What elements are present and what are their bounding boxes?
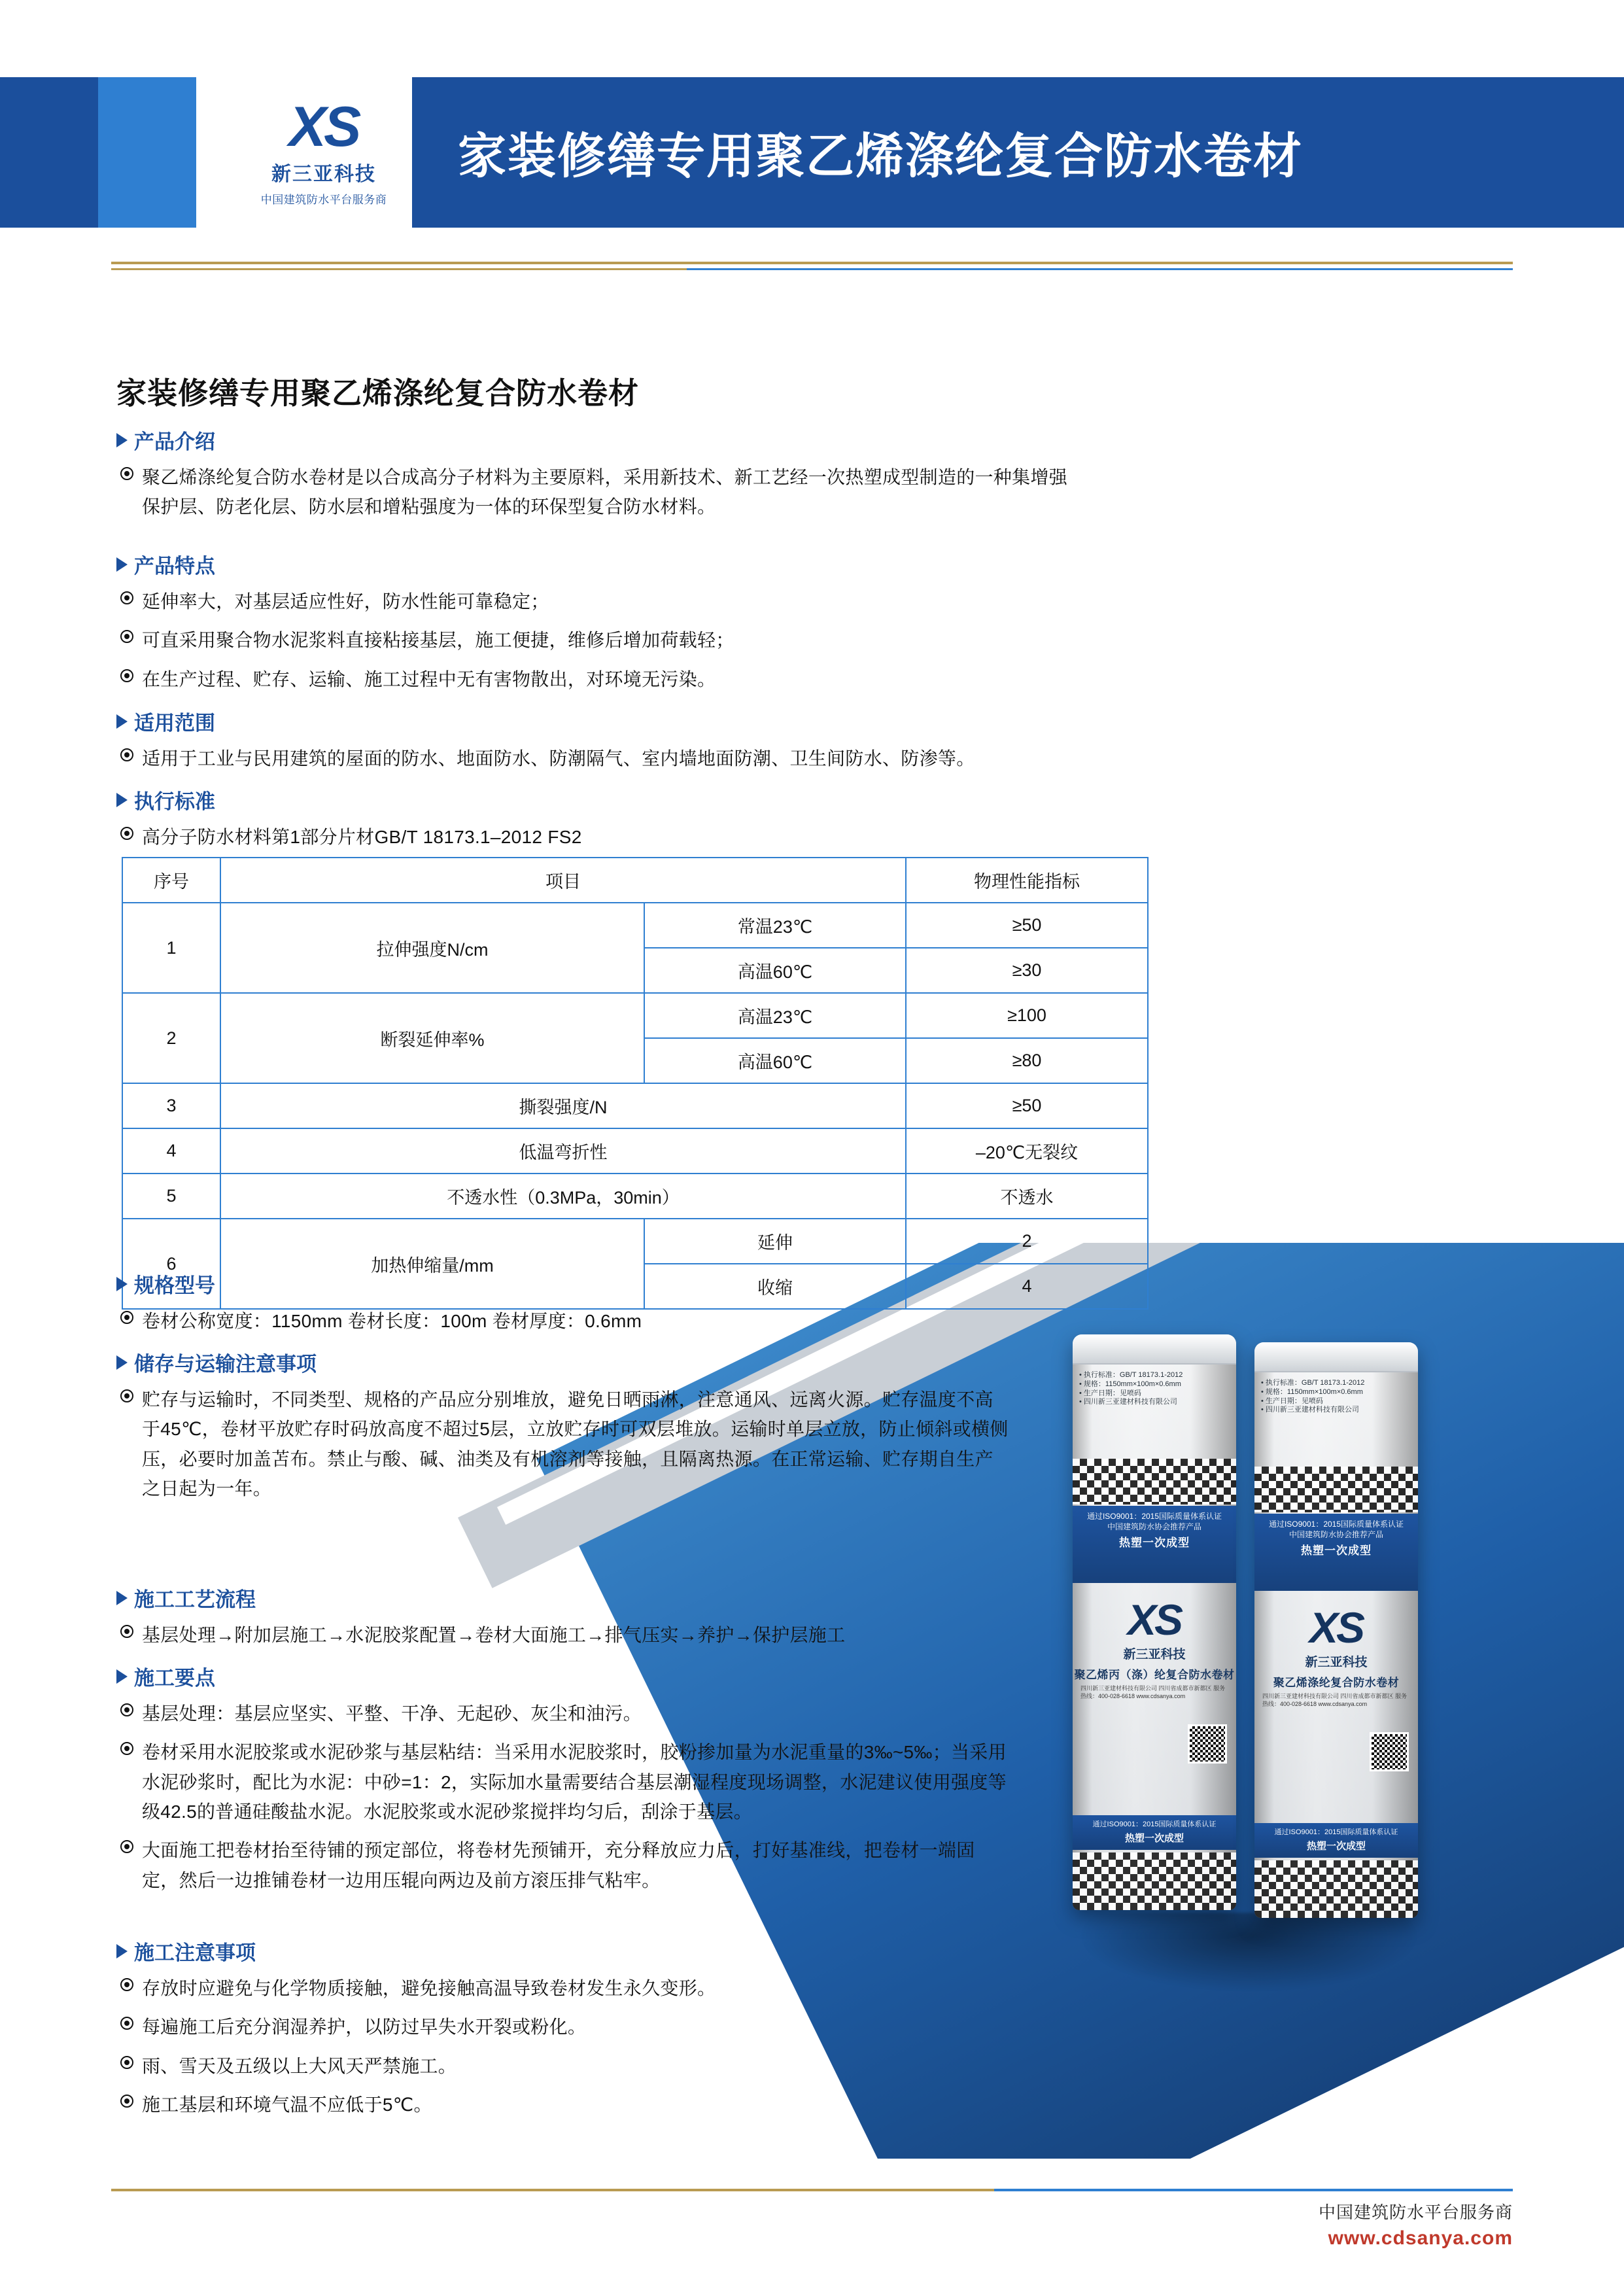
ring-bullet-icon [120,1840,133,1853]
table-cell-condition: 高温60℃ [644,1038,906,1083]
list-item [116,462,1510,522]
table-cell-value: ≥30 [906,948,1148,993]
section-heading-scope [116,706,1510,736]
triangle-bullet-icon [116,1669,128,1684]
table-cell-value: –20℃无裂纹 [906,1128,1148,1174]
table-cell-no: 5 [122,1174,220,1219]
list-item [116,665,1510,694]
section-precautions [116,1936,1510,2129]
section-heading-label: 适用范围 [134,712,215,735]
list-item-text: 存放时应避免与化学物质接触，避免接触高温导致卷材发生永久变形。 [142,1978,716,1998]
list-item-text: 卷材公称宽度：1150mm 卷材长度：100m 卷材厚度：0.6mm [142,1311,642,1331]
ring-bullet-icon [120,1978,133,1991]
roll-left-spec-line-4: • 四川新三亚建材科技有限公司 [1079,1398,1177,1406]
ring-bullet-icon [120,2056,133,2069]
table-header-no: 序号 [122,858,220,903]
triangle-bullet-icon [116,1277,128,1291]
table-cell-value: ≥80 [906,1038,1148,1083]
section-heading-process-flow [116,1583,1510,1612]
table-cell-condition: 收缩 [644,1264,906,1309]
section-product-intro [116,425,1510,531]
divider-blue-bottom [994,2189,1513,2191]
section-heading-label: 规格型号 [134,1274,215,1297]
roll-right-brand-xs: XS [1309,1603,1364,1652]
triangle-bullet-icon [116,714,128,729]
table-cell-value: 不透水 [906,1174,1148,1219]
ring-bullet-icon [120,467,133,480]
roll-left-certification-band [1073,1506,1236,1583]
list-item-text: 大面施工把卷材抬至待铺的预定部位，将卷材先预铺开，充分释放应力后，打好基准线，把卷材一端固定，然后一边推铺卷材一边用压辊向两边及前方滚压排气粘牢。 [142,1840,975,1890]
ring-bullet-icon [120,630,133,643]
list-item [116,1385,1510,1503]
table-row [122,993,1148,1038]
table-header-item: 项目 [220,858,906,903]
list-item-text: 卷材采用水泥胶浆或水泥砂浆与基层粘结：当采用水泥胶浆时，胶粉掺加量为水泥重量的3‰~5‰；当采用水泥砂浆时，配比为水泥：中砂=1：2，实际加水量需要结合基层潮湿程度现场调整，水泥建议使用强度等级42.5的普通硅酸盐水泥。水泥胶浆或水泥砂浆搅拌均匀后，刮涂于基层。 [142,1742,1007,1822]
list-item [116,744,1510,773]
table-row [122,1174,1148,1219]
header-title: 家装修缮专用聚乙烯涤纶复合防水卷材 [458,129,1303,183]
triangle-bullet-icon [116,1944,128,1958]
logo-tagline: 中国建筑防水平台服务商 [260,193,387,206]
list-item-text: 基层处理→附加层施工→水泥胶浆配置→卷材大面施工→排气压实→养护→保护层施工 [142,1625,846,1645]
table-cell-value: 2 [906,1219,1148,1264]
section-heading-label: 产品介绍 [134,430,215,453]
brand-logo [235,77,412,228]
list-item [116,2012,1510,2042]
section-scope [116,706,1510,782]
roll-left-cert-highlight: 热塑一次成型 [1119,1537,1190,1550]
section-heading-product-intro [116,425,1510,455]
list-item [116,822,1510,852]
table-cell-condition: 高温23℃ [644,993,906,1038]
roll-left-fineprint: 四川新三亚建材科技有限公司 四川省成都市新都区 服务热线：400-028-6618 www.cdsanya.com [1080,1685,1226,1699]
page-footer [1319,2199,1513,2250]
roll-left-brand-xs: XS [1127,1595,1182,1644]
list-item-text: 可直采用聚合物水泥浆料直接粘接基层，施工便捷，维修后增加荷载轻； [142,630,734,651]
footer-company: 中国建筑防水平台服务商 [1318,2202,1513,2222]
triangle-bullet-icon [116,793,128,807]
table-cell-item: 低温弯折性 [220,1128,906,1174]
divider-gold-bottom [111,2189,994,2191]
table-cell-value: ≥100 [906,993,1148,1038]
roll-left-cert-small: 通过ISO9001：2015国际质量体系认证 [1086,1512,1222,1521]
ring-bullet-icon [120,591,133,604]
roll-left-cert-line2: 中国建筑防水协会推荐产品 [1107,1522,1201,1532]
list-item-text: 基层处理：基层应坚实、平整、干净、无起砂、灰尘和油污。 [142,1703,642,1724]
table-cell-value: ≥50 [906,1083,1148,1128]
table-cell-value: 4 [906,1264,1148,1309]
header-white-gap [196,77,235,228]
triangle-bullet-icon [116,1591,128,1605]
logo-chinese-name: 新三亚科技 [271,163,376,185]
table-cell-value: ≥50 [906,903,1148,948]
spec-table [122,857,1149,1310]
table-cell-item: 不透水性（0.3MPa，30min） [220,1174,906,1219]
roll-right-spec-line-2: • 规格：1150mm×100m×0.6mm [1261,1387,1363,1396]
section-heading-label: 施工要点 [134,1667,215,1690]
list-item-text: 延伸率大，对基层适应性好，防水性能可靠稳定； [142,591,549,612]
table-header-row [122,858,1148,903]
list-item-text: 每遍施工后充分润湿养护，以防过早失水开裂或粉化。 [142,2017,587,2038]
roll-right-certification-band [1254,1514,1418,1591]
section-heading-storage-transport [116,1348,1510,1377]
table-cell-condition: 常温23℃ [644,903,906,948]
ring-bullet-icon [120,827,133,840]
table-cell-item: 拉伸强度N/cm [220,903,644,993]
logo-xs-text: XS [288,95,359,158]
section-features [116,549,1510,703]
list-item [116,2051,1510,2081]
roll-right-spec-line-1: • 执行标准：GB/T 18173.1-2012 [1261,1379,1365,1387]
list-item [116,1620,1510,1650]
section-heading-label: 产品特点 [134,555,215,578]
section-heading-label: 施工工艺流程 [134,1588,256,1611]
list-item [116,1835,1510,1895]
section-storage-transport [116,1348,1510,1512]
list-item-text: 贮存与运输时，不同类型、规格的产品应分别堆放，避免日晒雨淋，注意通风、远离火源。贮存温度不高于45℃，卷材平放贮存时码放高度不超过5层，立放贮存时可双层堆放。运输时单层立放，防止倾斜或横侧压，必要时加盖苫布。禁止与酸、碱、油类及有机溶剂等接触，且隔离热源。在正常运输、贮存期自生产之日起为一年。 [142,1389,1009,1499]
table-cell-no: 4 [122,1128,220,1174]
roll-right-cert-line2: 中国建筑防水协会推荐产品 [1288,1530,1383,1540]
list-item [116,1737,1510,1826]
list-item-text: 高分子防水材料第1部分片材GB/T 18173.1–2012 FS2 [142,827,582,847]
table-cell-no: 1 [122,903,220,993]
triangle-bullet-icon [116,557,128,572]
list-item [116,625,1510,655]
page-title: 家装修缮专用聚乙烯涤纶复合防水卷材 [116,376,639,410]
table-cell-condition: 高温60℃ [644,948,906,993]
roll-right-fineprint: 四川新三亚建材科技有限公司 四川省成都市新都区 服务热线：400-028-6618 www.cdsanya.com [1262,1693,1408,1707]
ring-bullet-icon [120,1625,133,1638]
roll-right-brand-sub: 新三亚科技 [1305,1656,1368,1669]
roll-left-spec-line-3: • 生产日期：见喷码 [1079,1389,1141,1397]
ring-bullet-icon [120,2017,133,2030]
roll-left-product-name: 聚乙烯丙（涤）纶复合防水卷材 [1074,1669,1235,1681]
triangle-bullet-icon [116,1355,128,1370]
list-item [116,1974,1510,2003]
table-cell-item: 撕裂强度/N [220,1083,906,1128]
section-key-points [116,1661,1510,1904]
list-item [116,2090,1510,2119]
roll-right-product-name: 聚乙烯涤纶复合防水卷材 [1273,1677,1400,1689]
list-item-text: 雨、雪天及五级以上大风天严禁施工。 [142,2055,457,2076]
roll-left-spec-line-1: • 执行标准：GB/T 18173.1-2012 [1079,1371,1183,1379]
list-item-text: 聚乙烯涤纶复合防水卷材是以合成高分子材料为主要原料，采用新技术、新工艺经一次热塑成型制造的一种集增强保护层、防老化层、防水层和增粘强度为一体的环保型复合防水材料。 [142,467,1068,517]
section-heading-label: 储存与运输注意事项 [134,1353,317,1376]
list-item [116,1699,1510,1728]
roll-right-cert-small: 通过ISO9001：2015国际质量体系认证 [1268,1520,1404,1529]
table-cell-no: 6 [122,1219,220,1309]
list-item-text: 施工基层和环境气温不应低于5℃。 [142,2095,432,2115]
table-header-value: 物理性能指标 [906,858,1148,903]
section-specification [116,1269,1510,1345]
divider-gold-top [111,262,1513,264]
roll-right-bottom-small: 通过ISO9001：2015国际质量体系认证 [1274,1828,1398,1836]
ring-bullet-icon [120,1311,133,1324]
list-item [116,1306,1510,1336]
roll-right-spec-line-4: • 四川新三亚建材科技有限公司 [1261,1406,1359,1414]
ring-bullet-icon [120,1703,133,1716]
list-item-text: 适用于工业与民用建筑的屋面的防水、地面防水、防潮隔气、室内墙地面防潮、卫生间防水、防渗等。 [142,748,975,769]
header-left-blue-band [0,77,196,228]
table-row [122,1083,1148,1128]
table-cell-item: 断裂延伸率% [220,993,644,1083]
triangle-bullet-icon [116,433,128,447]
section-heading-key-points [116,1661,1510,1691]
section-standard [116,785,1510,861]
footer-website-url[interactable]: www.cdsanya.com [1328,2227,1513,2249]
table-row [122,1219,1148,1264]
roll-left-bottom-small: 通过ISO9001：2015国际质量体系认证 [1092,1820,1217,1828]
list-item-text: 在生产过程、贮存、运输、施工过程中无有害物散出，对环境无污染。 [142,669,716,689]
page-header [0,77,1624,228]
ring-bullet-icon [120,2095,133,2108]
section-process-flow [116,1583,1510,1659]
list-item [116,587,1510,616]
divider-blue-top [687,268,1513,270]
roll-left-spec-line-2: • 规格：1150mm×100m×0.6mm [1079,1380,1181,1388]
table-row [122,903,1148,948]
roll-left-brand-sub: 新三亚科技 [1123,1648,1186,1661]
ring-bullet-icon [120,1389,133,1402]
table-cell-no: 2 [122,993,220,1083]
table-row [122,1128,1148,1174]
roll-left-bottom-big: 热塑一次成型 [1124,1832,1184,1844]
roll-right-cert-highlight: 热塑一次成型 [1301,1544,1372,1557]
ring-bullet-icon [120,748,133,761]
section-heading-label: 施工注意事项 [134,1941,256,1964]
table-cell-condition: 延伸 [644,1219,906,1264]
roll-right-bottom-big: 热塑一次成型 [1306,1840,1366,1852]
table-cell-no: 3 [122,1083,220,1128]
section-heading-specification [116,1269,1510,1298]
table-cell-item: 加热伸缩量/mm [220,1219,644,1309]
section-heading-precautions [116,1936,1510,1966]
section-heading-features [116,549,1510,579]
divider-gold-secondary [111,268,687,270]
ring-bullet-icon [120,669,133,682]
section-heading-standard [116,785,1510,814]
section-heading-label: 执行标准 [134,790,215,813]
ring-bullet-icon [120,1742,133,1755]
roll-right-spec-line-3: • 生产日期：见喷码 [1261,1397,1323,1405]
